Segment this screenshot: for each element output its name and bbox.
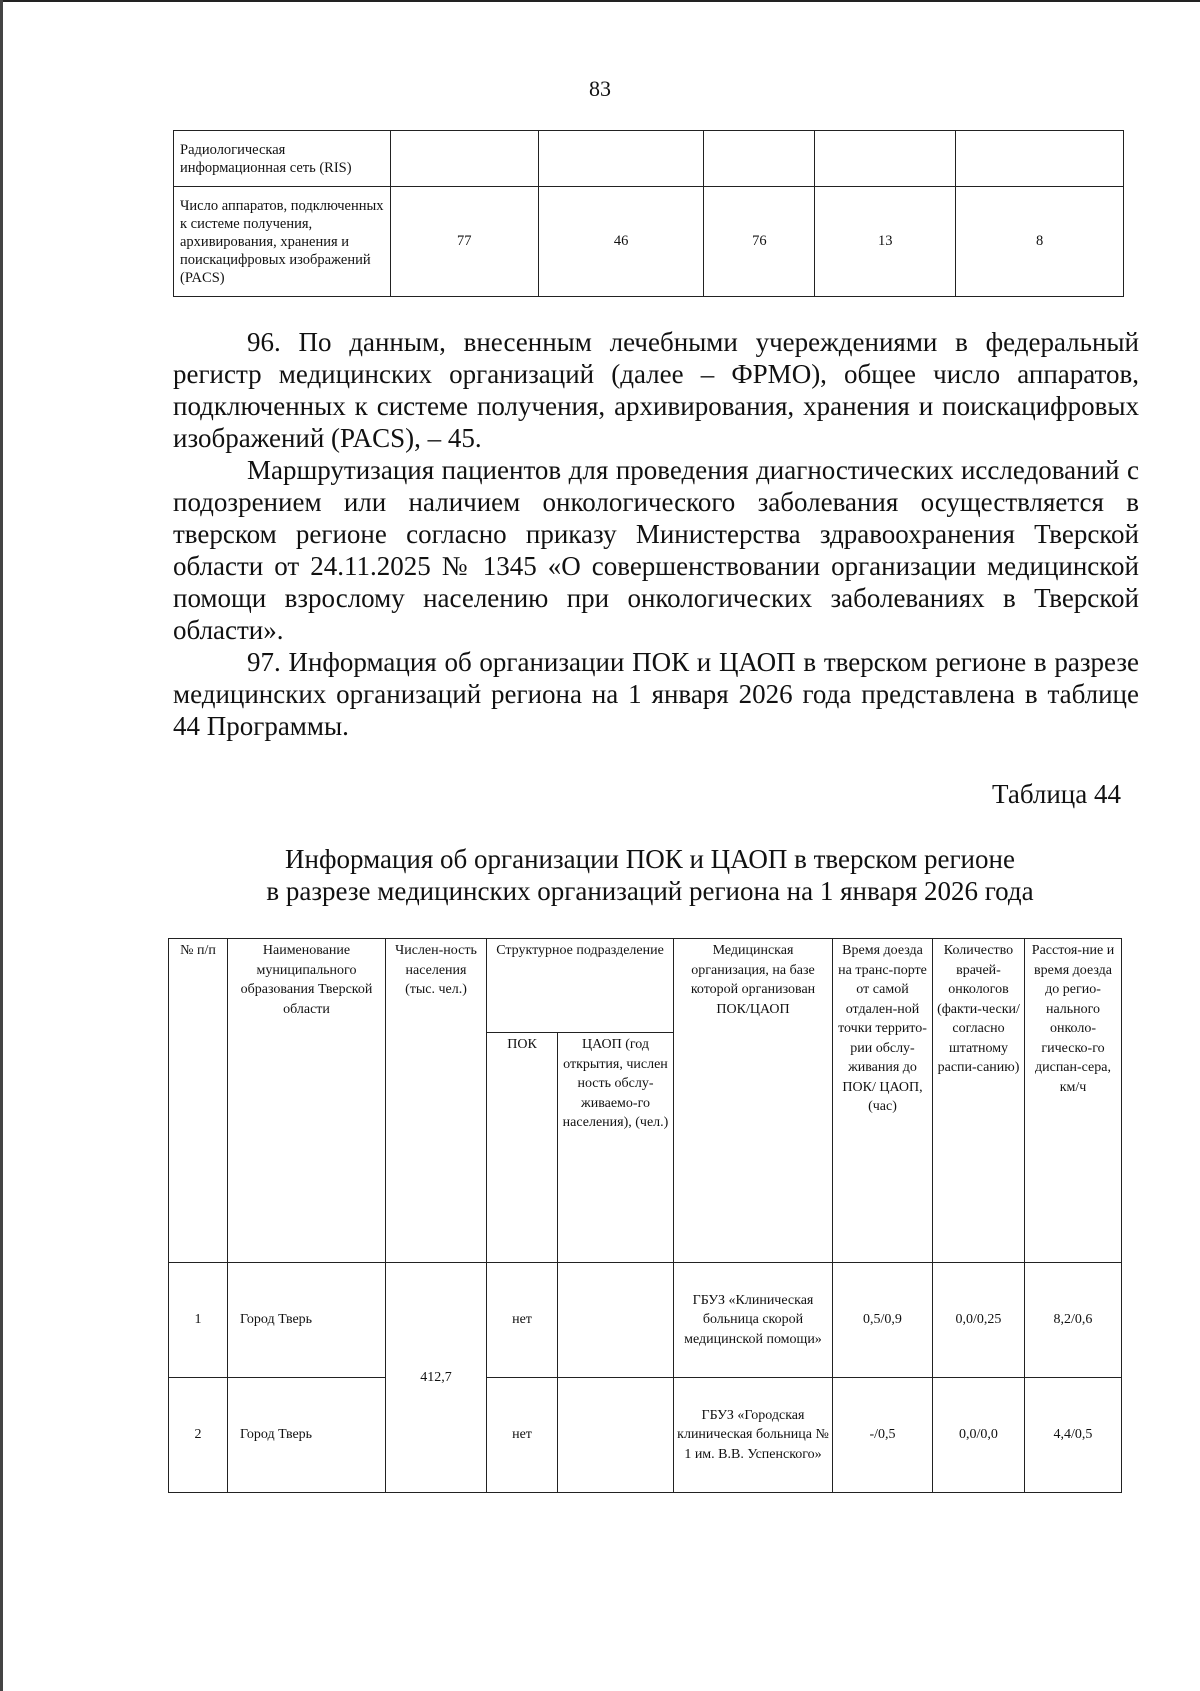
table-cell — [956, 131, 1124, 187]
table-row — [174, 131, 1124, 187]
table-title — [190, 843, 1110, 907]
table-cell: 76 — [704, 187, 815, 297]
row-med-org: ГБУЗ «Клиническая больница скорой медицинской помощи» — [674, 1263, 833, 1378]
paragraph-routing: Маршрутизация пациентов для проведения диагностических исследований с подозрением или наличием онкологического заболевания осуществляется в тверском регионе согласно приказу Министерства здравоохранения Тверской области от 24.11.2025 № 1345 «О совершенствовании организации медицинской помощи взрослому населению при онкологических заболеваниях в Тверской области». — [173, 455, 1139, 645]
page-border-top — [0, 0, 1200, 2]
table-title-line2: в разрезе медицинских организаций региона на 1 января 2026 года — [266, 876, 1034, 906]
table-cell: 8 — [956, 187, 1124, 297]
row-population: 412,7 — [386, 1263, 487, 1493]
row-distance: 4,4/0,5 — [1025, 1378, 1122, 1493]
row-distance: 8,2/0,6 — [1025, 1263, 1122, 1378]
row-label: Число аппаратов, подключенных к системе получения, архивирования, хранения и поискацифровых изображений (PACS) — [174, 187, 391, 297]
header-municipality: Наименование муниципального образования Тверской области — [228, 939, 386, 1263]
header-pok: ПОК — [487, 1033, 558, 1263]
row-label: Радиологическая информационная сеть (RIS) — [174, 131, 391, 187]
row-municipality: Город Тверь — [228, 1263, 386, 1378]
row-doctors: 0,0/0,0 — [933, 1378, 1025, 1493]
table-cell: 13 — [815, 187, 956, 297]
table-row — [174, 187, 1124, 297]
table-cell: 77 — [390, 187, 538, 297]
row-pok: нет — [487, 1263, 558, 1378]
body-text — [173, 326, 1139, 742]
paragraph-97: 97. Информация об организации ПОК и ЦАОП в тверском регионе в разрезе медицинских организаций региона на 1 января 2026 года представлена в таблице 44 Программы. — [173, 647, 1139, 741]
table-cell — [538, 131, 704, 187]
row-num: 2 — [169, 1378, 228, 1493]
row-num: 1 — [169, 1263, 228, 1378]
table-cell — [815, 131, 956, 187]
row-med-org: ГБУЗ «Городская клиническая больница № 1 им. В.В. Успенского» — [674, 1378, 833, 1493]
table-row — [169, 1378, 1122, 1493]
row-doctors: 0,0/0,25 — [933, 1263, 1025, 1378]
paragraph-96: 96. По данным, внесенным лечебными учереждениями в федеральный регистр медицинских организаций (далее – ФРМО), общее число аппаратов, подключенных к системе получения, архивирования, хранения и поискацифровых изображений (PACS), – 45. — [173, 327, 1139, 453]
header-travel-time: Время доезда на транс-порте от самой отдален-ной точки террито-рии обслу-живания до ПОК/ ЦАОП, (час) — [833, 939, 933, 1263]
row-municipality: Город Тверь — [228, 1378, 386, 1493]
table-number: Таблица 44 — [992, 779, 1121, 809]
table-cell: 46 — [538, 187, 704, 297]
header-row — [169, 939, 1122, 1033]
row-caop — [558, 1263, 674, 1378]
row-travel-time: 0,5/0,9 — [833, 1263, 933, 1378]
header-med-org: Медицинская организация, на базе которой организован ПОК/ЦАОП — [674, 939, 833, 1263]
row-travel-time: -/0,5 — [833, 1378, 933, 1493]
pok-caop-table — [168, 938, 1122, 1493]
row-caop — [558, 1378, 674, 1493]
table-title-line1: Информация об организации ПОК и ЦАОП в тверском регионе — [285, 844, 1015, 874]
header-structural: Структурное подразделение — [487, 939, 674, 1033]
header-population: Числен-ность населения (тыс. чел.) — [386, 939, 487, 1263]
header-doctors: Количество врачей-онкологов (факти-чески/ согласно штатному распи-санию) — [933, 939, 1025, 1263]
header-caop: ЦАОП (год открытия, числен ность обслу-живаемо-го населения), (чел.) — [558, 1033, 674, 1263]
page-number: 83 — [589, 76, 611, 101]
page-border-left — [0, 0, 3, 1691]
header-distance: Расстоя-ние и время доезда до регио-нального онколо-гическо-го диспан-сера, км/ч — [1025, 939, 1122, 1263]
row-pok: нет — [487, 1378, 558, 1493]
table-cell — [390, 131, 538, 187]
table-cell — [704, 131, 815, 187]
header-num: № п/п — [169, 939, 228, 1263]
table-row — [169, 1263, 1122, 1378]
equipment-table — [173, 130, 1124, 297]
